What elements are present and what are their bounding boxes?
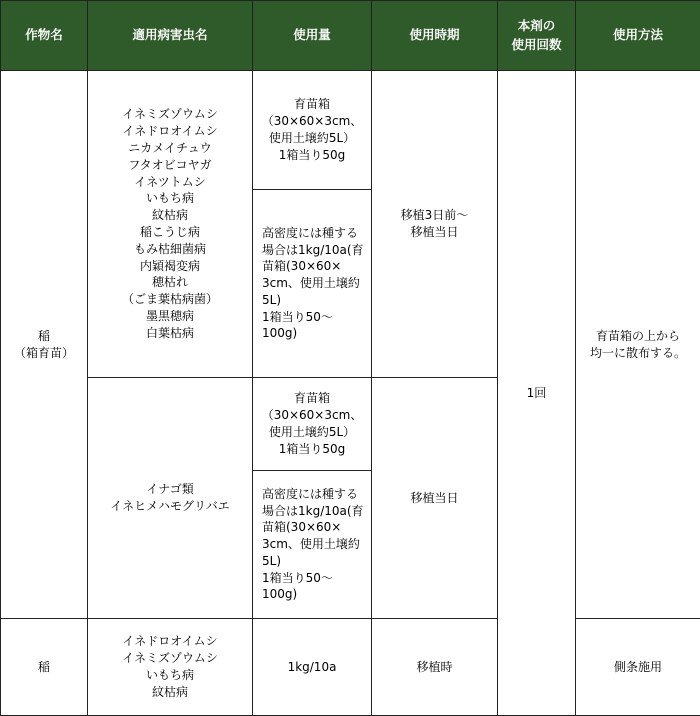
header-timing: 使用時期: [372, 1, 498, 71]
header-crop: 作物名: [1, 1, 88, 71]
header-pest: 適用病害虫名: [88, 1, 253, 71]
amount-group1-standard: 育苗箱 （30×60×3cm、 使用土壌約5L） 1箱当り50g: [253, 71, 372, 190]
method-field: 側条施用: [576, 619, 700, 716]
timing-group1: 移植3日前～ 移植当日: [372, 71, 498, 378]
crop-field: 稲: [1, 619, 88, 716]
header-method: 使用方法: [576, 1, 700, 71]
timing-field: 移植時: [372, 619, 498, 716]
timing-group2: 移植当日: [372, 378, 498, 619]
amount-group2-dense: 高密度には種する 場合は1kg/10a(育 苗箱(30×60× 3cm、使用土壌約 5L) 1箱当り50～100g): [253, 471, 372, 619]
pests-group2: イナゴ類 イネヒメハモグリバエ: [88, 378, 253, 619]
usage-count: 1回: [498, 71, 576, 716]
header-row: [1, 1, 700, 71]
crop-seedbox: 稲 （箱育苗）: [1, 71, 88, 619]
pests-group1: イネミズゾウムシ イネドロオイムシ ニカメイチュウ フタオビコヤガ イネツトムシ いもち病 紋枯病 稲こうじ病 もみ枯細菌病 内穎褐変病 穂枯れ （ごま葉枯病菌） 墨黒穂病 白葉枯病: [88, 71, 253, 378]
amount-group2-standard: 育苗箱 （30×60×3cm、 使用土壌約5L） 1箱当り50g: [253, 378, 372, 471]
table-row: [1, 619, 700, 716]
header-amount: 使用量: [253, 1, 372, 71]
method-seedbox: 育苗箱の上から 均一に散布する。: [576, 71, 700, 619]
header-count: 本剤の 使用回数: [498, 1, 576, 71]
amount-group1-dense: 高密度には種する 場合は1kg/10a(育 苗箱(30×60× 3cm、使用土壌約 5L) 1箱当り50～100g): [253, 190, 372, 378]
amount-field: 1kg/10a: [253, 619, 372, 716]
pests-field: イネドロオイムシ イネミズゾウムシ いもち病 紋枯病: [88, 619, 253, 716]
table-row: [1, 71, 700, 190]
